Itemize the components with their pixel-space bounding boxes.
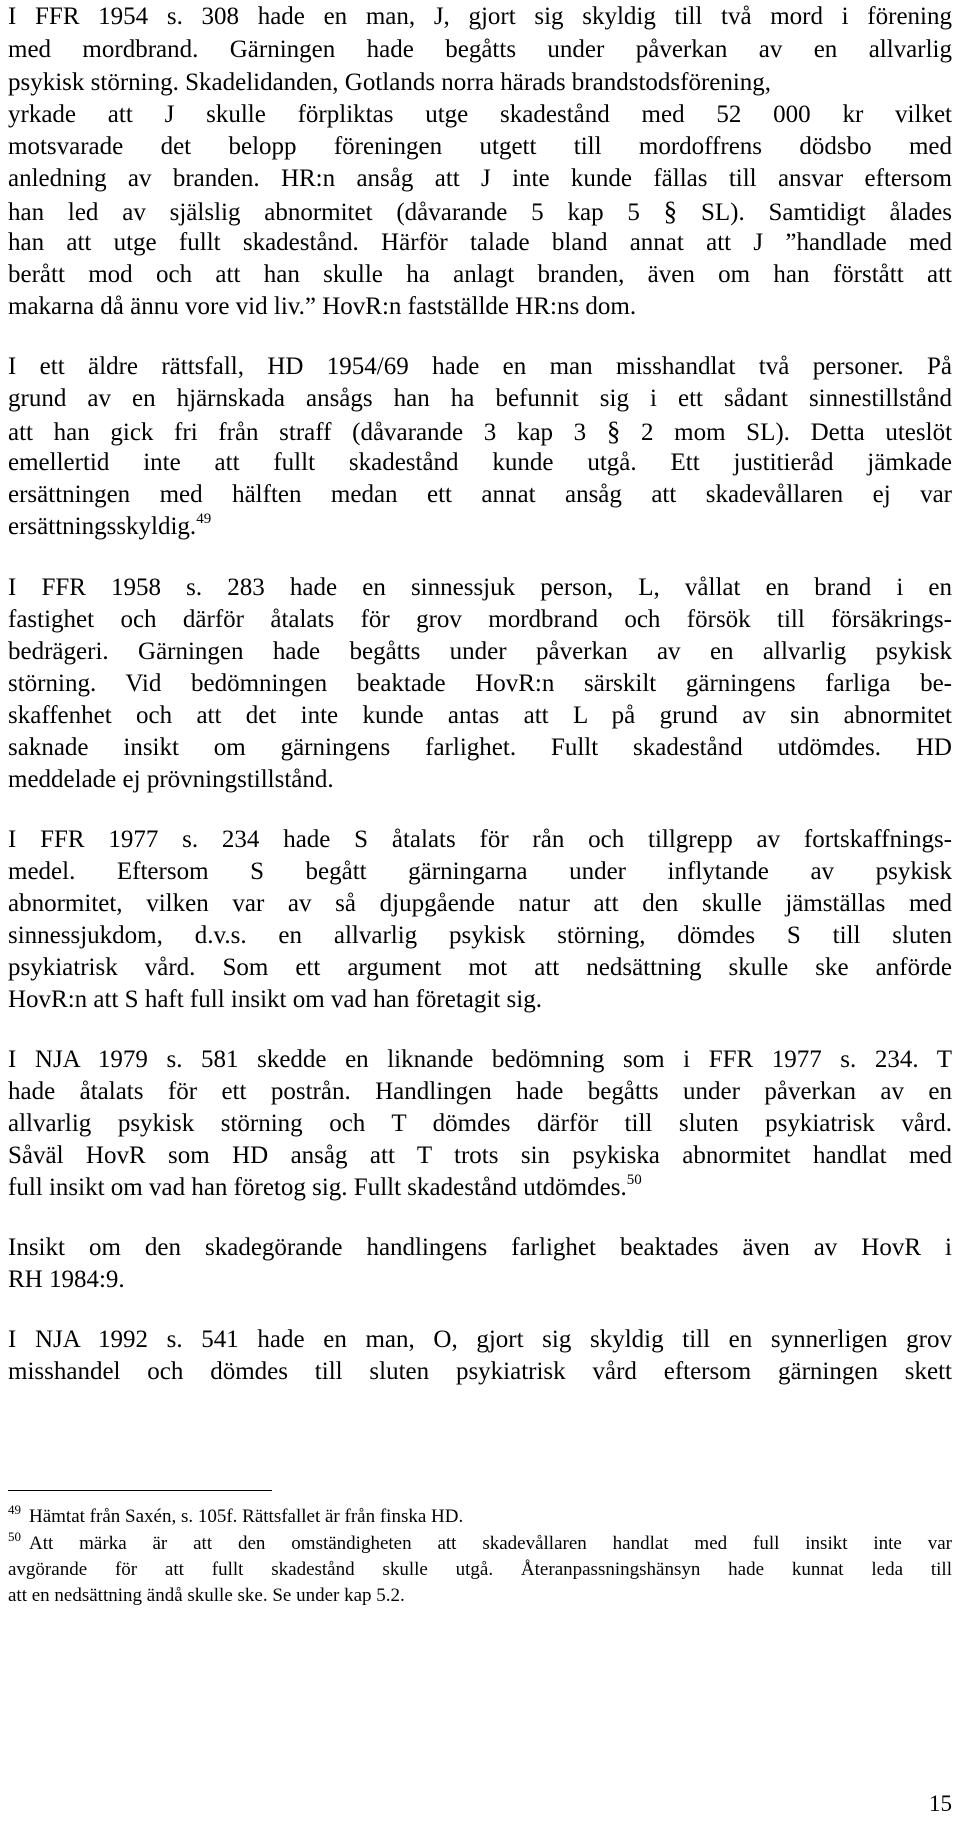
text-line: I NJA 1992 s. 541 hade en man, O, gjort sig skyldig till en synnerligen grov [8,1326,952,1353]
text-fragment: 2 mom SL). Detta uteslöt [641,419,953,446]
text-line: anledning av branden. HR:n ansåg att J inte kunde fällas till ansvar eftersom [8,165,952,192]
text-line: störning. Vid bedömningen beaktade HovR:n särskilt gärningens farliga be- [8,670,952,697]
text-line: motsvarade det belopp föreningen utgett till mordoffrens dödsbo med [8,133,952,160]
text-line: misshandel och dömdes till sluten psykiatrisk vård eftersom gärningen skett [8,1358,952,1385]
text-line: berått mod och att han skulle ha anlagt branden, även om han förstått att [8,261,952,288]
text-line: saknade insikt om gärningens farlighet. Fullt skadestånd utdömdes. HD [8,734,952,761]
text-line: I FFR 1954 s. 308 hade en man, J, gjort sig skyldig till två mord i förening [8,3,952,30]
text-fragment: ersättningsskyldig. [8,513,197,540]
footnote-line: att en nedsättning ändå skulle ske. Se under kap 5.2. [8,1585,405,1606]
footnote-49 [8,1502,464,1529]
text-line: fastighet och därför åtalats för grov mordbrand och försök till försäkrings- [8,606,952,633]
footnote-line: avgörande för att fullt skadestånd skulle utgå. Återanpassningshänsyn hade kunnat leda till [8,1559,952,1580]
text-line [8,196,952,228]
text-line: han att utge fullt skadestånd. Härför talade bland annat att J ”handlade med [8,229,952,256]
text-line: allvarlig psykisk störning och T dömdes därför till sluten psykiatrisk vård. [8,1110,952,1137]
text-fragment: SL). Samtidigt ålades [700,199,952,226]
text-line: medel. Eftersom S begått gärningarna under inflytande av psykisk [8,858,952,885]
text-line: I ett äldre rättsfall, HD 1954/69 hade en man misshandlat två personer. På [8,353,952,380]
text-line [8,1173,642,1203]
text-line: med mordbrand. Gärningen hade begåtts under påverkan av en allvarlig [8,36,952,63]
text-line: hade åtalats för ett postrån. Handlingen hade begåtts under påverkan av en [8,1078,952,1105]
text-line: emellertid inte att fullt skadestånd kunde utgå. Ett justitieråd jämkade [8,449,952,476]
text-line: meddelade ej prövningstillstånd. [8,766,334,793]
page-number: 15 [929,1791,952,1816]
text-line [8,512,211,542]
text-fragment: full insikt om vad han företog sig. Fullt skadestånd utdömdes. [8,1174,627,1201]
footnote-separator [8,1490,272,1491]
footnote-ref-50[interactable]: 50 [626,1172,642,1188]
footnote-text: Att märka är att den omständigheten att skadevållaren handlat med full insikt inte var [29,1533,952,1554]
text-line: I FFR 1977 s. 234 hade S åtalats för rån och tillgrepp av fortskaffnings- [8,826,952,853]
footnote-ref-49[interactable]: 49 [196,511,212,527]
text-line: skaffenhet och att det inte kunde antas att L på grund av sin abnormitet [8,702,952,729]
text-line: Insikt om den skadegörande handlingens farlighet beaktades även av HovR i [8,1234,952,1261]
text-line: ersättningen med hälften medan ett annat ansåg att skadevållaren ej var [8,481,952,508]
text-line: HovR:n att S haft full insikt om vad han företagit sig. [8,986,542,1013]
text-line: RH 1984:9. [8,1266,125,1293]
paragraph-sign: § [606,416,621,446]
text-line: I FFR 1958 s. 283 hade en sinnessjuk person, L, vållat en brand i en [8,574,952,601]
text-line: Såväl HovR som HD ansåg att T trots sin psykiska abnormitet handlat med [8,1142,952,1169]
text-line: abnormitet, vilken var av så djupgående natur att den skulle jämställas med [8,890,952,917]
footnote-number: 50 [8,1529,21,1544]
text-line [8,416,952,448]
paragraph-sign: § [663,196,678,226]
text-line: sinnessjukdom, d.v.s. en allvarlig psykisk störning, dömdes S till sluten [8,922,952,949]
text-fragment: att han gick fri från straff (dåvarande 3 kap 3 [8,419,587,446]
footnote-number: 49 [8,1502,21,1517]
text-line: yrkade att J skulle förpliktas utge skadestånd med 52 000 kr vilket [8,101,952,128]
text-line: bedrägeri. Gärningen hade begåtts under påverkan av en allvarlig psykisk [8,638,952,665]
text-line: grund av en hjärnskada ansågs han ha befunnit sig i ett sådant sinnestillstånd [8,385,952,412]
footnote-text: Hämtat från Saxén, s. 105f. Rättsfallet är från finska HD. [29,1506,464,1527]
text-line: psykiatrisk vård. Som ett argument mot att nedsättning skulle ske anförde [8,954,952,981]
text-fragment: han led av själslig abnormitet (dåvarande 5 kap 5 [8,199,640,226]
text-line: psykisk störning. Skadelidanden, Gotlands norra härads brandstodsförening, [8,69,772,96]
text-line: I NJA 1979 s. 581 skedde en liknande bedömning som i FFR 1977 s. 234. T [8,1046,952,1073]
footnote-50 [8,1529,952,1556]
text-line: makarna då ännu vore vid liv.” HovR:n fastställde HR:ns dom. [8,293,637,320]
